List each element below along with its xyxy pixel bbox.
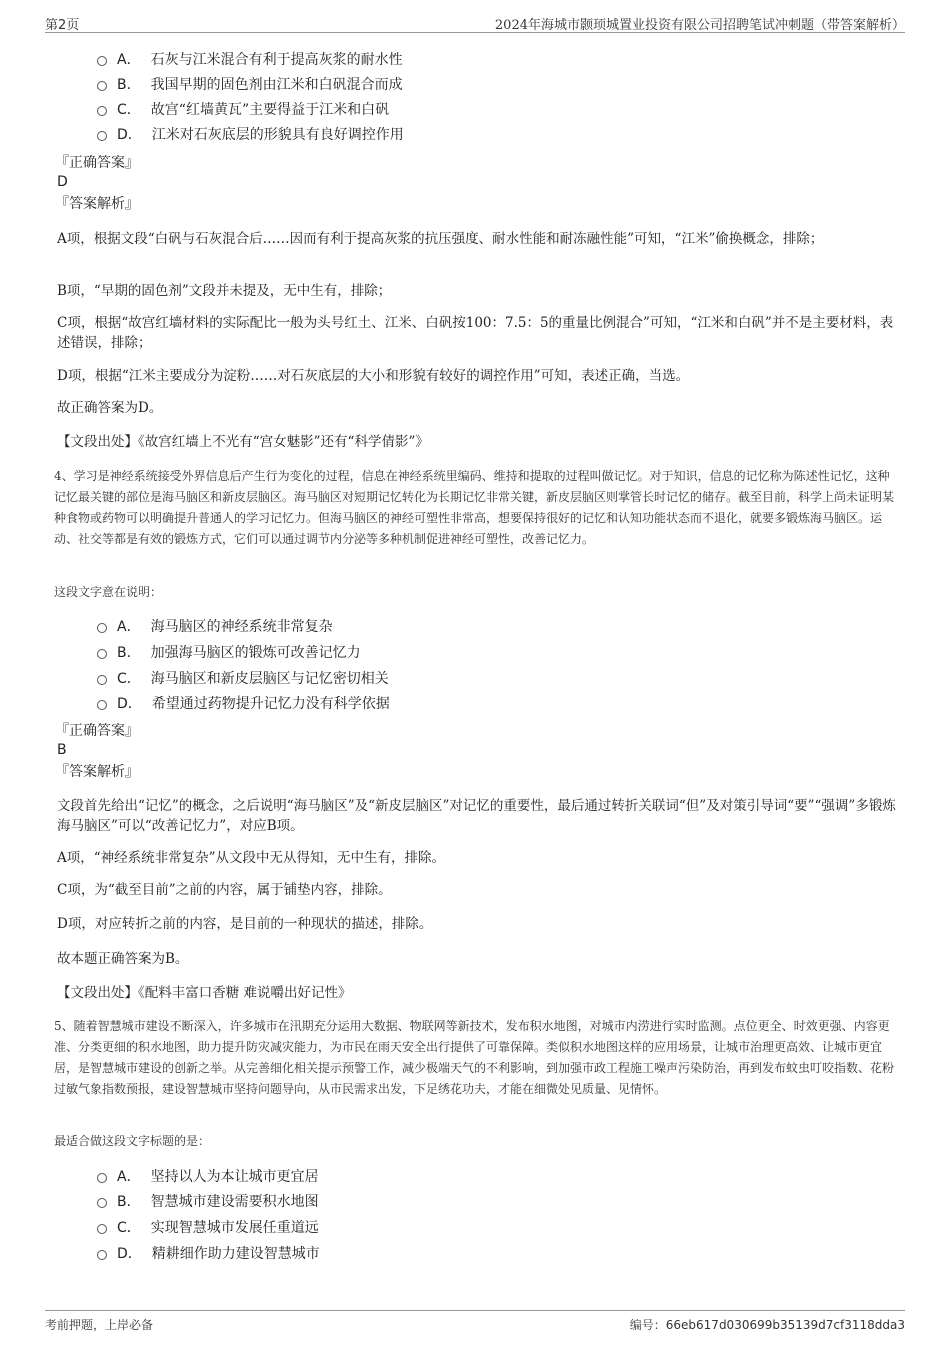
q3-answer: D: [57, 174, 68, 190]
q4-stem: 4、学习是神经系统接受外界信息后产生行为变化的过程，信息在神经系统里编码、维持和提取的过程叫做记忆。对于知识，信息的记忆称为陈述性记忆，这种记忆最关键的部位是海马脑区和新皮层脑区。海马脑区对短期记忆转化为长期记忆非常关键，新皮层脑区则掌管长时记忆的储存。截至目前，科学上尚未证明某种食物或药物可以明确提升普通人的学习记忆力。但海马脑区的神经可塑性非常高，想要保持很好的记忆和认知功能状态而不退化，就要多锻炼海马脑区。运动、社交等都是有效的锻炼方式，它们可以通过调节内分泌等多种机制促进神经可塑性，改善记忆力。: [54, 469, 895, 546]
q3-option-b[interactable]: B． 我国早期的固色剂由江米和白矾混合而成: [97, 75, 403, 95]
q4-option-a[interactable]: A． 海马脑区的神经系统非常复杂: [97, 617, 333, 637]
q4-answer: B: [57, 742, 67, 758]
q4-analysis-d: D项，对应转折之前的内容，是目前的一种现状的描述，排除。: [57, 916, 433, 932]
q5-option-b[interactable]: B． 智慧城市建设需要积水地图: [97, 1192, 319, 1212]
radio-icon[interactable]: [97, 1198, 107, 1208]
q5-prompt: 最适合做这段文字标题的是：: [54, 1134, 211, 1148]
page-number: 第2页: [45, 18, 80, 33]
radio-icon[interactable]: [97, 1224, 107, 1234]
q4-answer-label: 『正确答案』: [55, 723, 139, 739]
q4-source: 【文段出处】《配料丰富口香糖 难说嚼出好记性》: [57, 985, 352, 1001]
q4-analysis-label: 『答案解析』: [55, 764, 139, 780]
q3-analysis-c: C项，根据“故宫红墙材料的实际配比一般为头号红土、江米、白矾按100：7.5：5的重量比例混合”可知，“江米和白矾”并不是主要材料，表述错误，排除；: [57, 315, 894, 351]
q5-option-d[interactable]: D． 精耕细作助力建设智慧城市: [97, 1244, 320, 1264]
q3-analysis-d: D项，根据“江米主要成分为淀粉……对石灰底层的大小和形貌有较好的调控作用”可知，表述正确，当选。: [57, 368, 690, 384]
radio-icon[interactable]: [97, 81, 107, 91]
radio-icon[interactable]: [97, 56, 107, 66]
q3-analysis-label: 『答案解析』: [55, 196, 139, 212]
page-footer: [45, 1310, 905, 1335]
radio-icon[interactable]: [97, 106, 107, 116]
q4-analysis-a: A项，“神经系统非常复杂”从文段中无从得知，无中生有，排除。: [57, 850, 446, 866]
document-serial: 编号：66eb617d030699b35139d7cf3118dda3: [629, 1318, 905, 1332]
q3-source: 【文段出处】《故宫红墙上不光有“宫女魅影”还有“科学倩影”》: [57, 434, 429, 450]
q4-option-b[interactable]: B． 加强海马脑区的锻炼可改善记忆力: [97, 643, 361, 663]
q3-option-d[interactable]: D． 江米对石灰底层的形貌具有良好调控作用: [97, 125, 404, 145]
radio-icon[interactable]: [97, 1173, 107, 1183]
radio-icon[interactable]: [97, 675, 107, 685]
q3-option-a[interactable]: A． 石灰与江米混合有利于提高灰浆的耐水性: [97, 50, 403, 70]
q4-analysis-c: C项，为“截至目前”之前的内容，属于铺垫内容，排除。: [57, 882, 392, 898]
q3-conclusion: 故正确答案为D。: [57, 400, 163, 416]
q3-analysis-a: A项，根据文段“白矾与石灰混合后……因而有利于提高灰浆的抗压强度、耐水性能和耐冻融性能”可知，“江米”偷换概念，排除；: [57, 231, 824, 247]
radio-icon[interactable]: [97, 131, 107, 141]
q4-prompt: 这段文字意在说明：: [54, 585, 163, 599]
q3-answer-label: 『正确答案』: [55, 155, 139, 171]
document-title: 2024年海城市颢顼城置业投资有限公司招聘笔试冲刺题（带答案解析）: [494, 18, 905, 33]
radio-icon[interactable]: [97, 1250, 107, 1260]
q5-option-c[interactable]: C． 实现智慧城市发展任重道远: [97, 1218, 319, 1238]
q4-conclusion: 故本题正确答案为B。: [57, 951, 189, 967]
q4-option-c[interactable]: C． 海马脑区和新皮层脑区与记忆密切相关: [97, 669, 389, 689]
q5-stem: 5、随着智慧城市建设不断深入，许多城市在汛期充分运用大数据、物联网等新技术，发布积水地图，对城市内涝进行实时监测。点位更全、时效更强、内容更准、分类更细的积水地图，助力提升防灾减灾能力，为市民在雨天安全出行提供了可靠保障。类似积水地图这样的应用场景，让城市治理更高效、让城市更宜居，是智慧城市建设的创新之举。从完善细化相关提示预警工作，减少极端天气的不利影响，到加强市政工程施工噪声污染防治，再到发布蚊虫叮咬指数、花粉过敏气象指数预报，建设智慧城市坚持问题导向，从市民需求出发，下足绣花功夫，才能在细微处见质量、见情怀。: [54, 1019, 895, 1096]
footer-slogan: 考前押题，上岸必备: [45, 1318, 154, 1332]
radio-icon[interactable]: [97, 700, 107, 710]
q5-option-a[interactable]: A． 坚持以人为本让城市更宜居: [97, 1167, 319, 1187]
q4-analysis-intro: 文段首先给出“记忆”的概念，之后说明“海马脑区”及“新皮层脑区”对记忆的重要性，最后通过转折关联词“但”及对策引导词“要”“强调”多锻炼海马脑区”可以“改善记忆力”，对应B项。: [57, 798, 896, 834]
radio-icon[interactable]: [97, 623, 107, 633]
radio-icon[interactable]: [97, 649, 107, 659]
page-header: [45, 12, 905, 33]
q3-option-c[interactable]: C． 故宫“红墙黄瓦”主要得益于江米和白矾: [97, 100, 389, 120]
q3-analysis-b: B项，“早期的固色剂”文段并未提及，无中生有，排除；: [57, 283, 392, 299]
q4-option-d[interactable]: D． 希望通过药物提升记忆力没有科学依据: [97, 694, 390, 714]
